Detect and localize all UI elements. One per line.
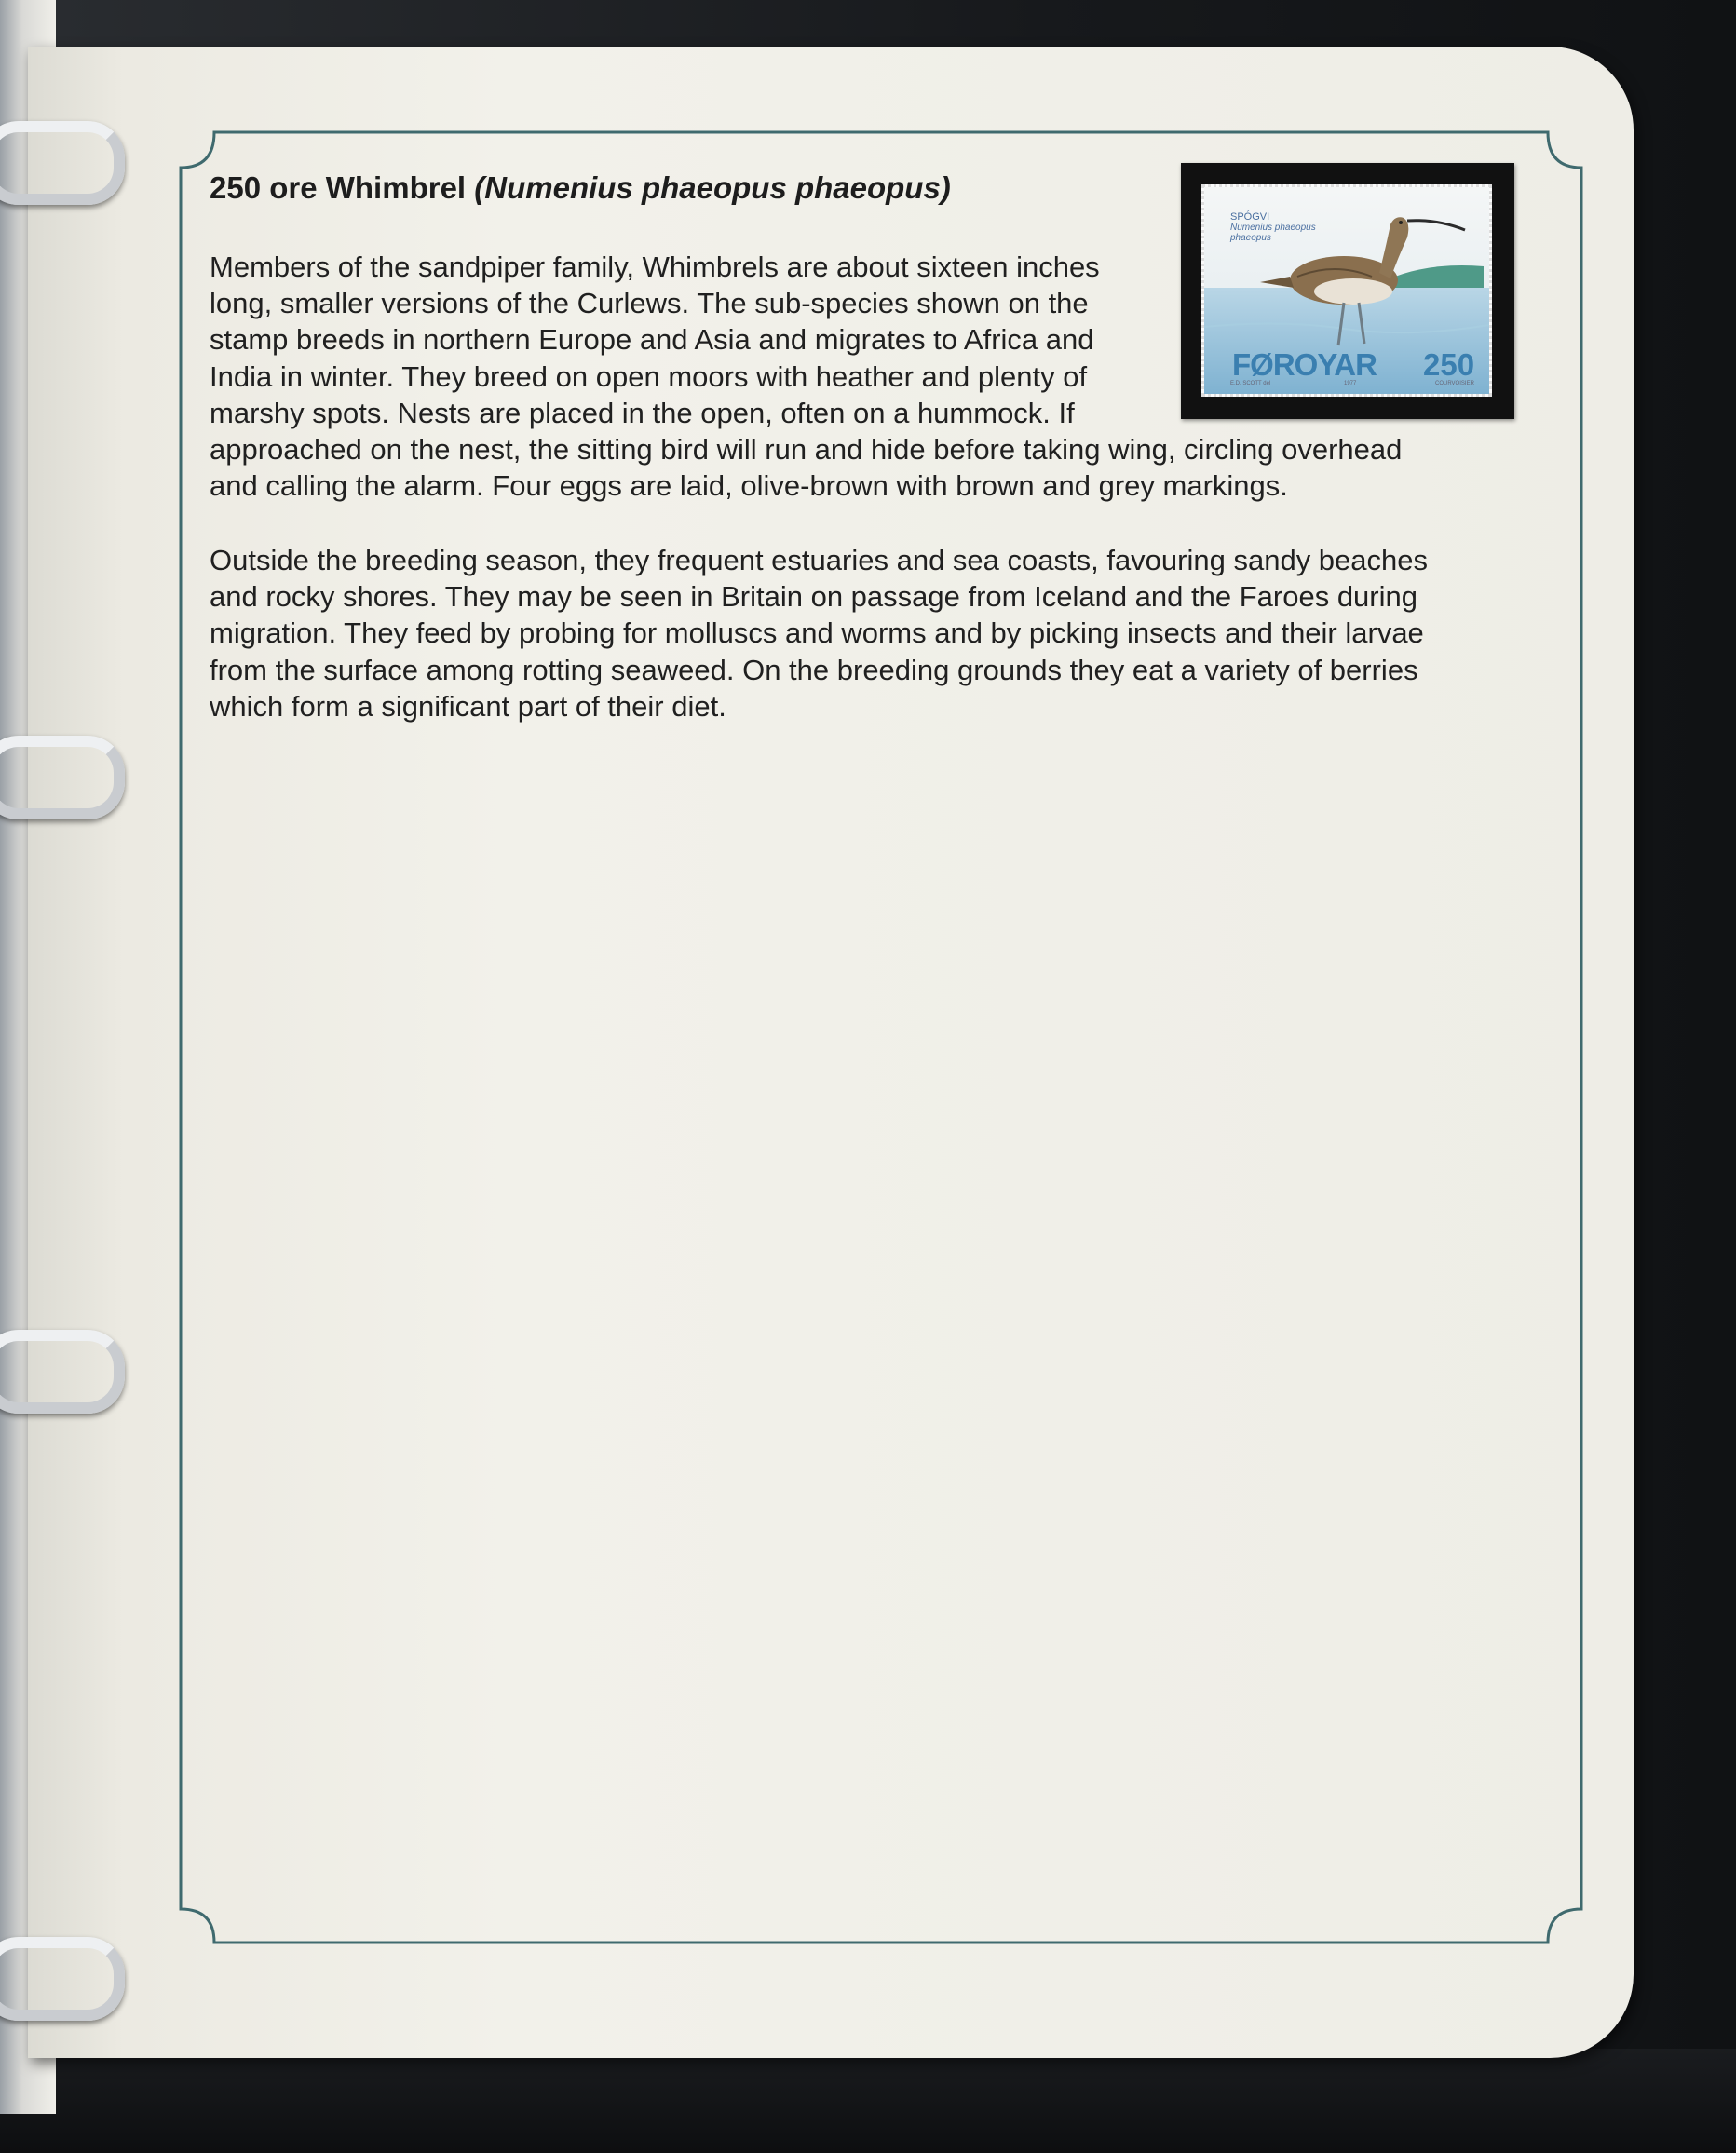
page-heading [210, 170, 951, 206]
text-line: stamp breeds in northern Europe and Asia and migrates to Africa and [210, 323, 1094, 357]
stamp-bird-name: SPÓGVI [1230, 211, 1270, 223]
paragraph-2 [210, 542, 1428, 724]
stamp-year: 1977 [1344, 381, 1357, 386]
text-line: which form a significant part of their diet. [210, 689, 726, 723]
species-name: (Numenius phaeopus phaeopus) [474, 170, 951, 205]
stamp-country: FØROYAR [1232, 347, 1377, 382]
text-line: Members of the sandpiper family, Whimbrels are about sixteen inches [210, 251, 1100, 283]
text-line: and calling the alarm. Four eggs are laid, olive-brown with brown and grey markings. [210, 469, 1288, 503]
text-line: Outside the breeding season, they frequent estuaries and sea coasts, favouring sandy beaches [210, 544, 1429, 576]
stamp-sci-line: Numenius phaeopus [1230, 223, 1316, 233]
stamp-denomination-title: 250 ore Whimbrel [210, 170, 475, 205]
text-line: approached on the nest, the sitting bird will run and hide before taking wing, circling overhead [210, 433, 1403, 467]
text-line: migration. They feed by probing for molluscs and worms and by picking insects and their larvae [210, 616, 1424, 650]
text-line: long, smaller versions of the Curlews. The sub-species shown on the [210, 287, 1089, 320]
binder-ring-4 [0, 1937, 125, 2021]
stamp-scientific-name [1230, 223, 1316, 243]
stamp-sci-line: phaeopus [1230, 233, 1271, 243]
binder-ring-3 [0, 1330, 125, 1414]
text-line: India in winter. They breed on open moors with heather and plenty of [210, 359, 1088, 393]
binder-edge [0, 2049, 1736, 2153]
stamp-credit: E.D. SCOTT del [1230, 381, 1271, 386]
text-line: marshy spots. Nests are placed in the open, often on a hummock. If [210, 396, 1075, 429]
stamp-mount [1181, 163, 1514, 419]
binder-ring-2 [0, 736, 125, 819]
whimbrel-stamp [1201, 184, 1492, 397]
binder-ring-1 [0, 121, 125, 205]
text-line: from the surface among rotting seaweed. On the breeding grounds they eat a variety of berries [210, 653, 1418, 686]
stamp-printer: COURVOISIER [1435, 381, 1474, 386]
text-line: and rocky shores. They may be seen in Britain on passage from Iceland and the Faroes during [210, 580, 1417, 614]
stamp-value: 250 [1423, 347, 1475, 382]
